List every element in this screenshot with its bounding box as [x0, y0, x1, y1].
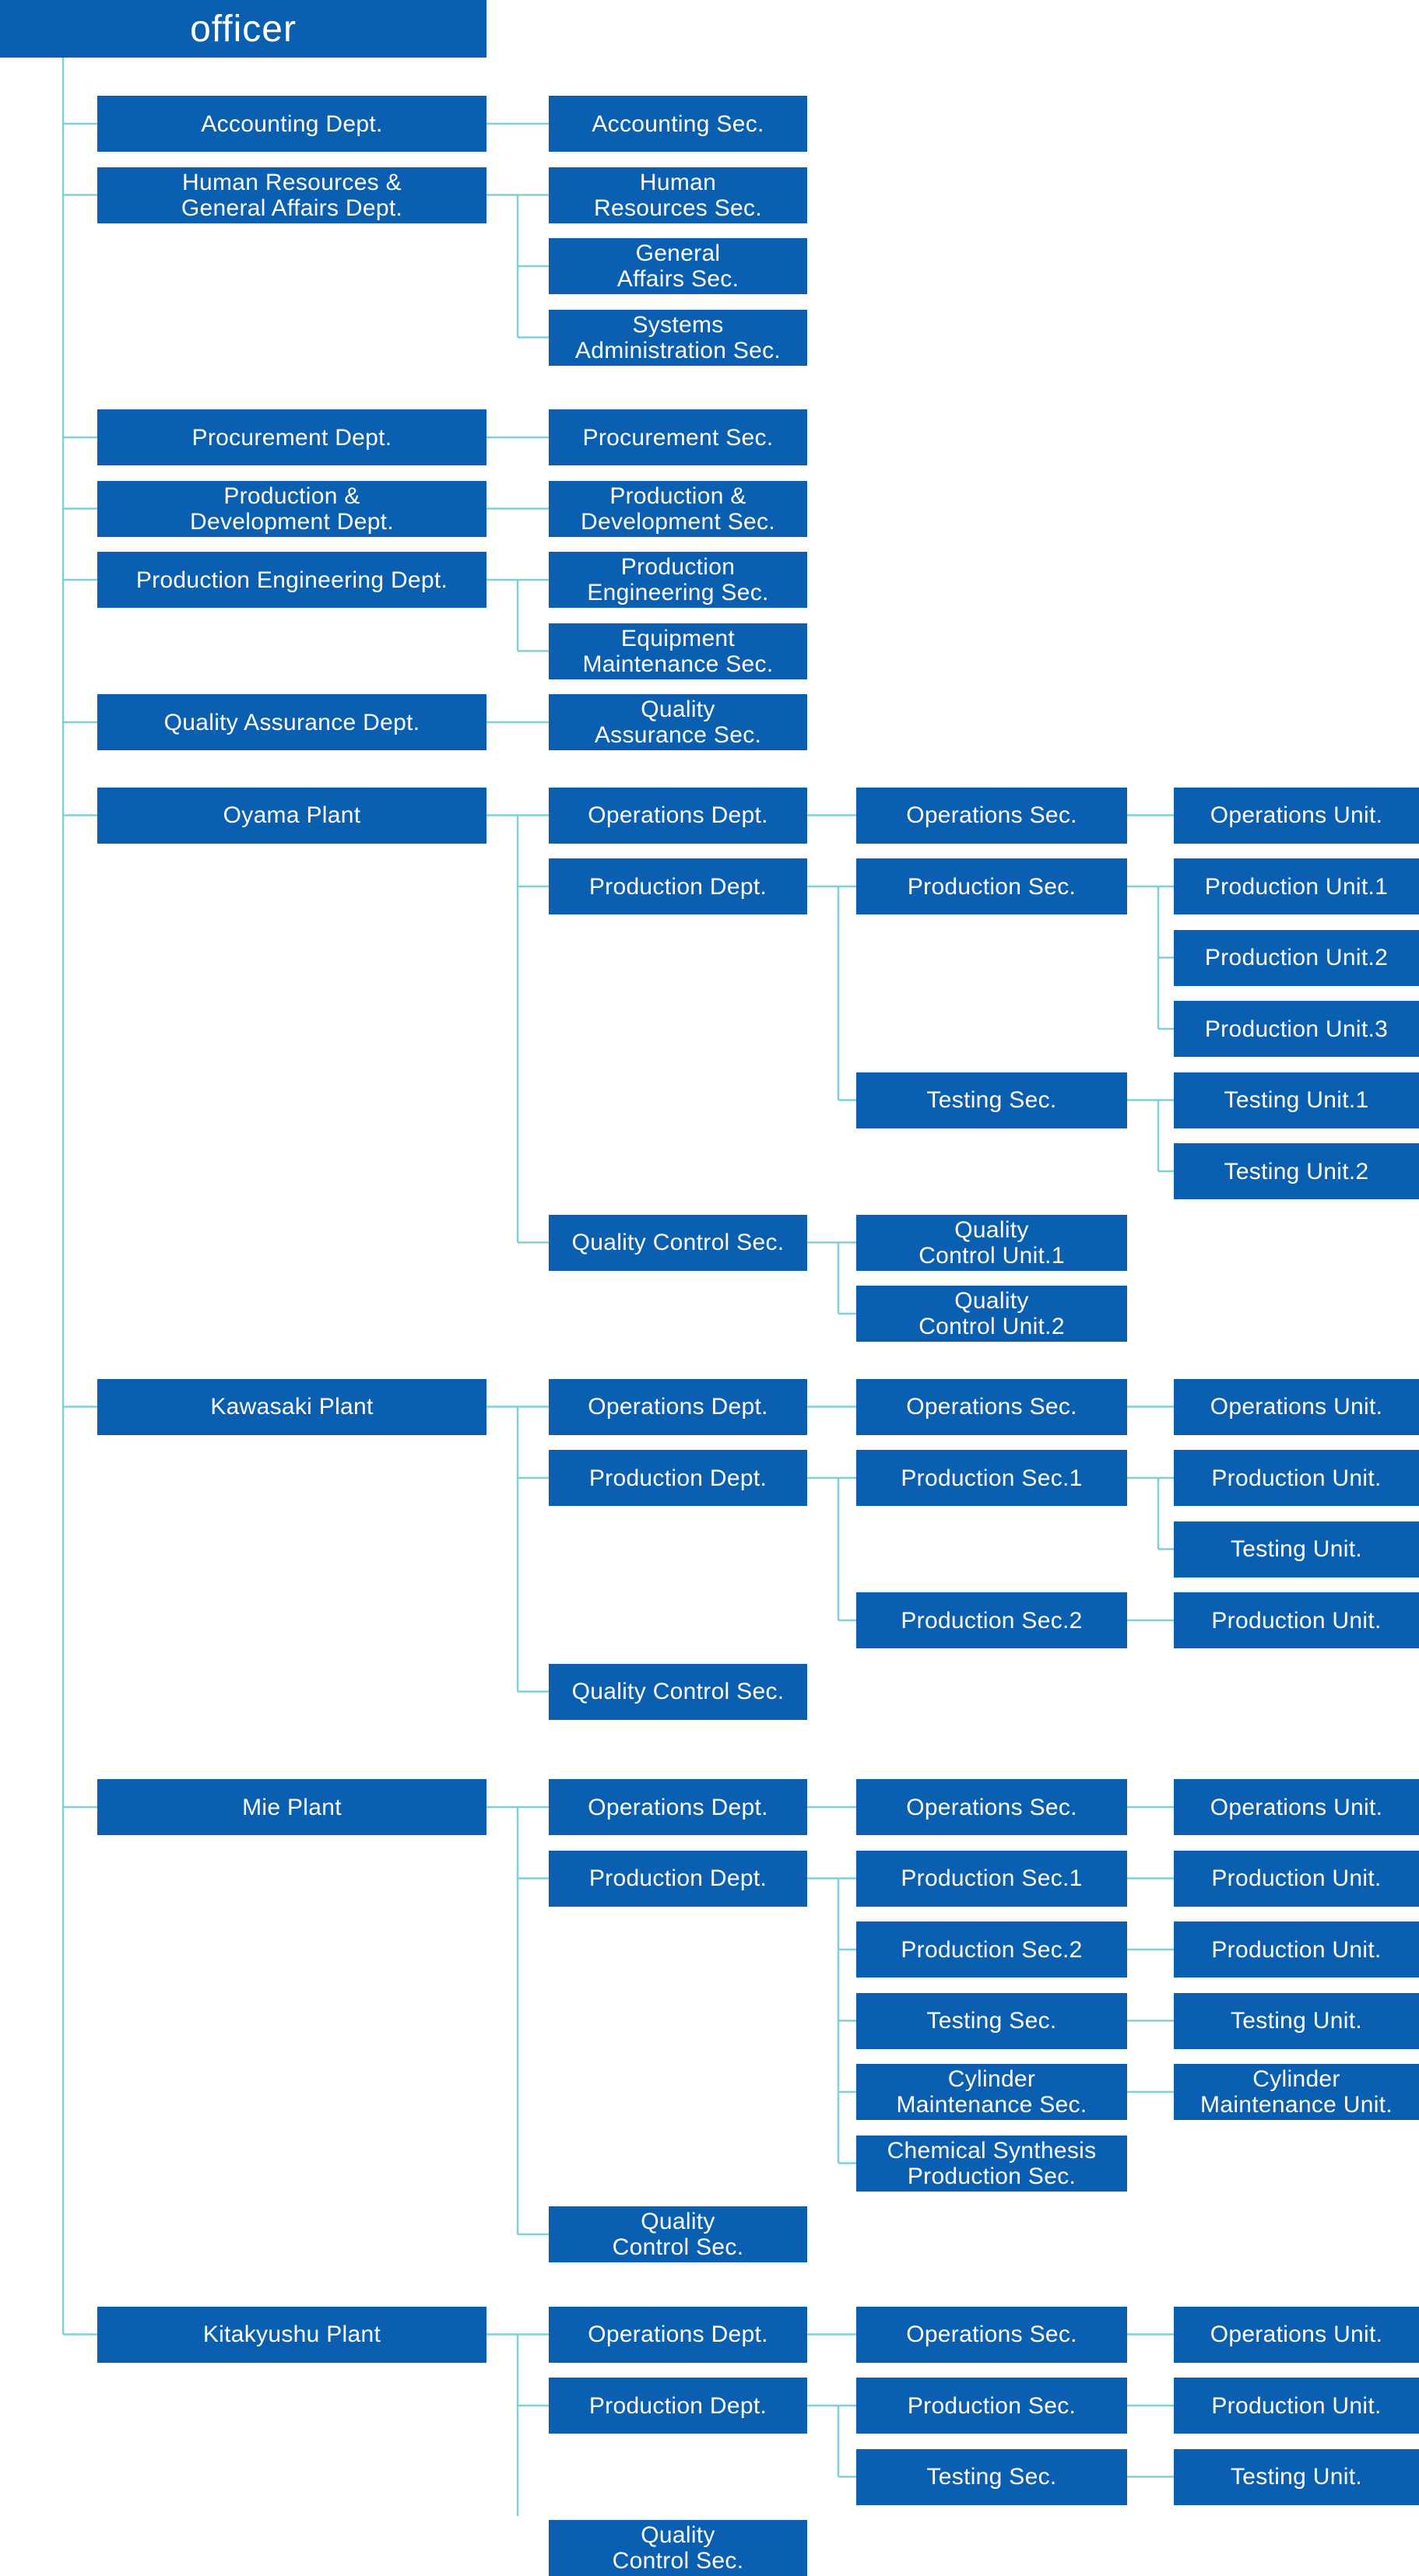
org-box-production-unit: Production Unit. [1174, 1921, 1419, 1978]
org-box-production-unit: Production Unit. [1174, 1851, 1419, 1907]
org-box-production-sec-2: Production Sec.2 [856, 1921, 1127, 1978]
org-box-production-engineering-sec: Production Engineering Sec. [549, 552, 807, 608]
org-box-mie-plant: Mie Plant [97, 1779, 486, 1835]
org-box-production-development-sec: Production & Development Sec. [549, 481, 807, 537]
org-box-testing-sec: Testing Sec. [856, 1072, 1127, 1128]
org-box-quality-control-sec: Quality Control Sec. [549, 1664, 807, 1720]
org-box-production-dept: Production Dept. [549, 1851, 807, 1907]
org-box-production-unit-1: Production Unit.1 [1174, 858, 1419, 914]
org-box-testing-unit: Testing Unit. [1174, 1521, 1419, 1578]
org-box-production-sec: Production Sec. [856, 858, 1127, 914]
org-box-production-unit: Production Unit. [1174, 1450, 1419, 1506]
org-box-production-dept: Production Dept. [549, 1450, 807, 1506]
org-box-operations-unit: Operations Unit. [1174, 788, 1419, 844]
org-box-human-resources-general-affairs-dept: Human Resources & General Affairs Dept. [97, 167, 486, 223]
org-box-production-engineering-dept: Production Engineering Dept. [97, 552, 486, 608]
org-box-testing-sec: Testing Sec. [856, 1993, 1127, 2049]
org-box-operations-sec: Operations Sec. [856, 788, 1127, 844]
org-box-operations-unit: Operations Unit. [1174, 2307, 1419, 2363]
org-box-cylinder-maintenance-sec: Cylinder Maintenance Sec. [856, 2064, 1127, 2120]
org-box-kawasaki-plant: Kawasaki Plant [97, 1379, 486, 1435]
org-box-general-affairs-sec: General Affairs Sec. [549, 238, 807, 294]
org-box-chemical-synthesis-production-sec: Chemical Synthesis Production Sec. [856, 2136, 1127, 2192]
org-box-operations-dept: Operations Dept. [549, 788, 807, 844]
org-box-kitakyushu-plant: Kitakyushu Plant [97, 2307, 486, 2363]
org-box-production-sec: Production Sec. [856, 2378, 1127, 2434]
org-box-operations-sec: Operations Sec. [856, 1779, 1127, 1835]
org-box-production-unit: Production Unit. [1174, 1592, 1419, 1648]
org-box-quality-control-sec: Quality Control Sec. [549, 2206, 807, 2262]
org-box-production-sec-2: Production Sec.2 [856, 1592, 1127, 1648]
org-box-production-dept: Production Dept. [549, 2378, 807, 2434]
org-box-procurement-dept: Procurement Dept. [97, 409, 486, 465]
org-box-testing-sec: Testing Sec. [856, 2449, 1127, 2505]
org-box-production-sec-1: Production Sec.1 [856, 1450, 1127, 1506]
org-box-quality-control-sec: Quality Control Sec. [549, 2520, 807, 2576]
org-box-quality-control-sec: Quality Control Sec. [549, 1215, 807, 1271]
org-box-testing-unit-2: Testing Unit.2 [1174, 1143, 1419, 1199]
org-box-procurement-sec: Procurement Sec. [549, 409, 807, 465]
org-box-quality-assurance-dept: Quality Assurance Dept. [97, 694, 486, 750]
org-box-operations-sec: Operations Sec. [856, 2307, 1127, 2363]
org-box-accounting-dept: Accounting Dept. [97, 96, 486, 152]
org-box-operations-unit: Operations Unit. [1174, 1779, 1419, 1835]
org-box-production-sec-1: Production Sec.1 [856, 1851, 1127, 1907]
org-box-accounting-sec: Accounting Sec. [549, 96, 807, 152]
org-box-operations-sec: Operations Sec. [856, 1379, 1127, 1435]
org-box-operations-dept: Operations Dept. [549, 1379, 807, 1435]
org-box-quality-assurance-sec: Quality Assurance Sec. [549, 694, 807, 750]
org-box-production-unit-3: Production Unit.3 [1174, 1001, 1419, 1057]
org-box-testing-unit-1: Testing Unit.1 [1174, 1072, 1419, 1128]
org-box-production-unit-2: Production Unit.2 [1174, 930, 1419, 986]
org-box-testing-unit: Testing Unit. [1174, 2449, 1419, 2505]
org-box-equipment-maintenance-sec: Equipment Maintenance Sec. [549, 623, 807, 679]
org-box-cylinder-maintenance-unit: Cylinder Maintenance Unit. [1174, 2064, 1419, 2120]
root-box-officer: officer [0, 0, 486, 58]
org-box-systems-administration-sec: Systems Administration Sec. [549, 310, 807, 366]
org-box-testing-unit: Testing Unit. [1174, 1993, 1419, 2049]
org-box-operations-dept: Operations Dept. [549, 1779, 807, 1835]
org-box-production-development-dept: Production & Development Dept. [97, 481, 486, 537]
org-box-human-resources-sec: Human Resources Sec. [549, 167, 807, 223]
org-box-operations-dept: Operations Dept. [549, 2307, 807, 2363]
org-box-production-unit: Production Unit. [1174, 2378, 1419, 2434]
org-box-quality-control-unit-1: Quality Control Unit.1 [856, 1215, 1127, 1271]
org-box-production-dept: Production Dept. [549, 858, 807, 914]
org-box-oyama-plant: Oyama Plant [97, 788, 486, 844]
org-box-quality-control-unit-2: Quality Control Unit.2 [856, 1286, 1127, 1342]
org-box-operations-unit: Operations Unit. [1174, 1379, 1419, 1435]
